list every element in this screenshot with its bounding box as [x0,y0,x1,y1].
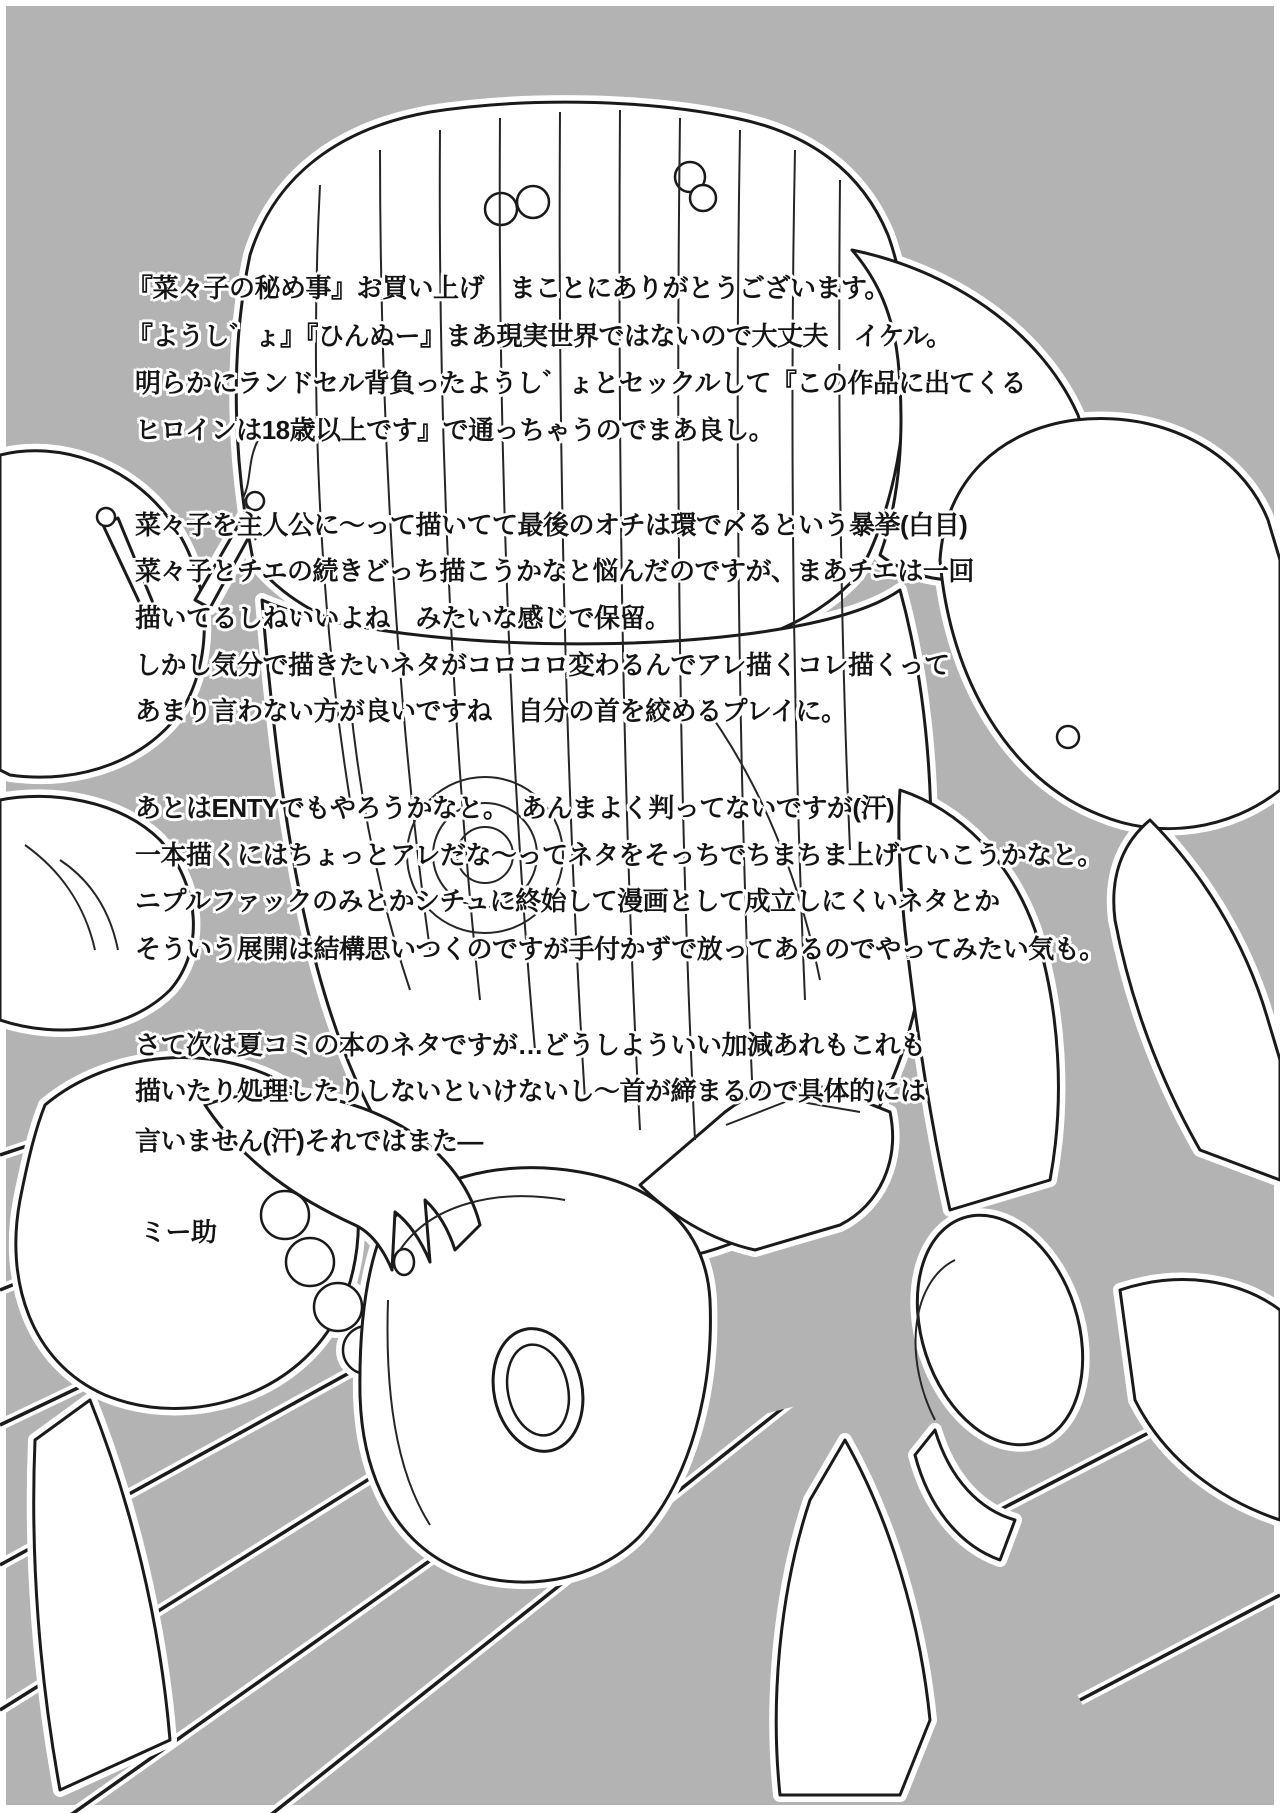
afterword-line-15: 描いたり処理したりしないといけないし〜首が締まるので具体的には [135,1076,926,1106]
afterword-line-2: 『ようし゛ょ』『ひんぬー』まあ現実世界ではないので大丈夫 イケル。 [127,321,952,351]
afterword-line-10: あとはENTYでもやろうかなと。 あんまよく判ってないですが(汗) [135,793,895,823]
author-signature: ミー助 [140,1217,217,1247]
afterword-line-5: 菜々子を主人公に〜って描いてて最後のオチは環で〆るという暴挙(白目) [135,510,968,540]
afterword-line-13: そういう展開は結構思いつくのですが手付かずで放ってあるのでやってみたい気も。 [135,934,1105,964]
afterword-line-7: 描いてるしねいいよね みたいな感じで保留。 [135,603,671,633]
afterword-line-1: 『菜々子の秘め事』お買い上げ まことにありがとうございます。 [127,273,890,303]
afterword-line-6: 菜々子とチエの続きどっち描こうかなと悩んだのですが、まあチエは一回 [135,556,974,586]
afterword-line-14: さて次は夏コミの本のネタですが…どうしよういい加減あれもこれも [135,1030,926,1060]
afterword-line-8: しかし気分で描きたいネタがコロコロ変わるんでアレ描くコレ描くって [135,650,950,680]
afterword-line-11: 一本描くにはちょっとアレだな〜ってネタをそっちでちまちま上げていこうかなと。 [135,840,1103,870]
afterword-line-16: 言いません(汗)それではまた― [135,1126,483,1156]
afterword-line-4: ヒロインは18歳以上です』で通っちゃうのでまあ良し。 [135,415,775,445]
afterword-line-12: ニプルファックのみとかシチュに終始して漫画として成立しにくいネタとか [135,886,1000,916]
afterword-line-9: あまり言わない方が良いですね 自分の首を絞めるプレイに。 [135,696,847,726]
afterword-line-3: 明らかにランドセル背負ったようし゛ょとセックルして『この作品に出てくる [135,368,1026,398]
